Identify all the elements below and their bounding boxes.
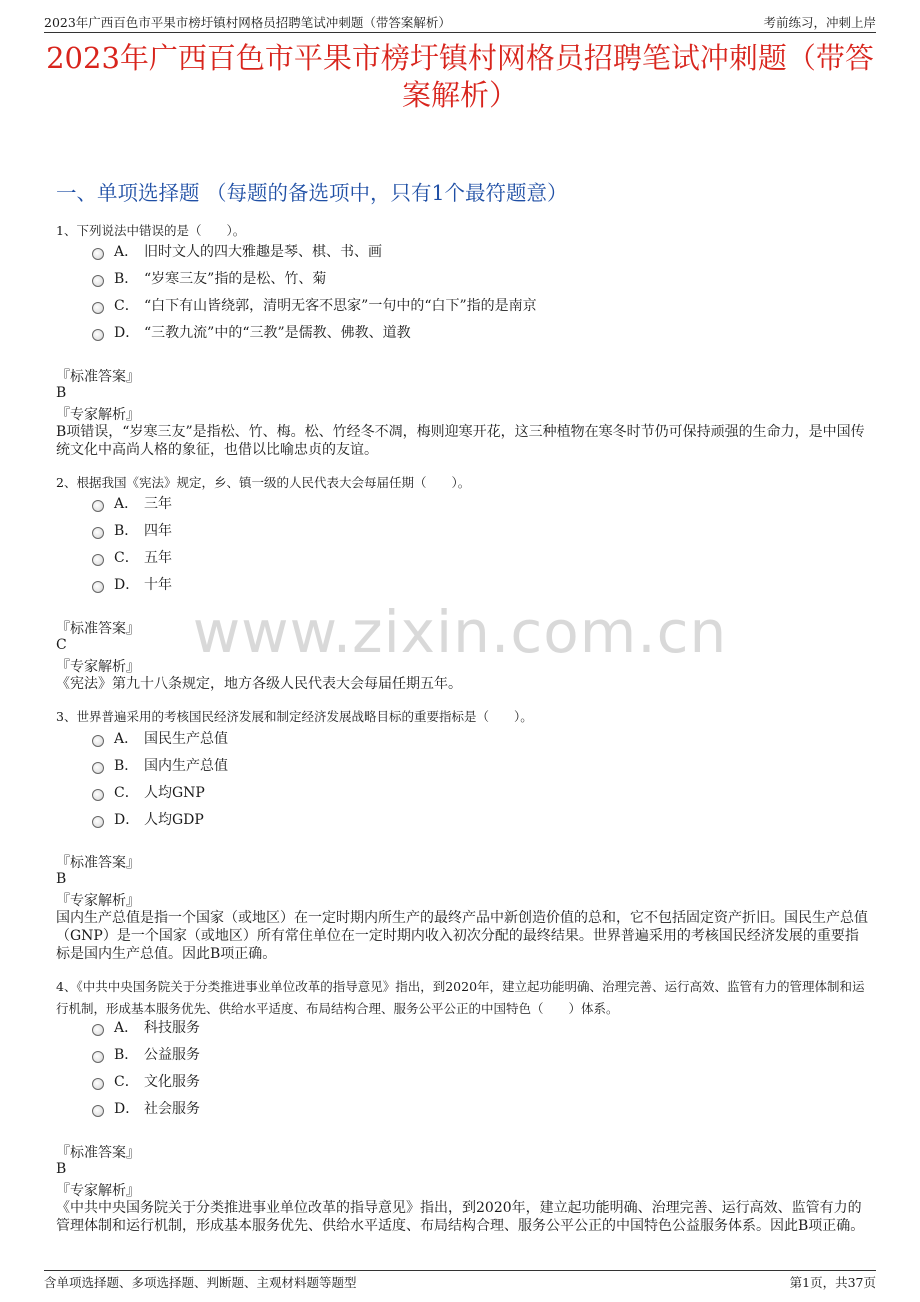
radio-icon[interactable] (92, 527, 104, 539)
header-slogan: 考前练习，冲刺上岸 (763, 15, 876, 30)
page-number: 第1页，共37页 (789, 1275, 876, 1290)
question-stem: 1、下列说法中错误的是（ ）。 (56, 223, 246, 238)
page-footer (44, 1270, 876, 1290)
radio-icon[interactable] (92, 735, 104, 747)
option-b[interactable]: B． 国内生产总值 (92, 756, 228, 776)
answer-value: B (56, 871, 67, 887)
answer-label: 『标准答案』 (56, 855, 140, 871)
analysis-text: 国内生产总值是指一个国家（或地区）在一定时期内所生产的最终产品中新创造价值的总和，它不包括固定资产折旧。国民生产总值（GNP）是一个国家（或地区）所有常住单位在一定时期内收入初次分配的最终结果。世界普遍采用的考核国民经济发展的重要指标是国内生产总值。因此B项正确。 (56, 910, 868, 962)
question-stem: 2、根据我国《宪法》规定，乡、镇一级的人民代表大会每届任期（ ）。 (56, 475, 471, 490)
radio-icon[interactable] (92, 762, 104, 774)
analysis-text: B项错误，“岁寒三友”是指松、竹、梅。松、竹经冬不凋，梅则迎寒开花，这三种植物在寒冬时节仍可保持顽强的生命力，是中国传统文化中高尚人格的象征，也借以比喻忠贞的友谊。 (56, 424, 865, 458)
radio-icon[interactable] (92, 581, 104, 593)
radio-icon[interactable] (92, 789, 104, 801)
radio-icon[interactable] (92, 1051, 104, 1063)
radio-icon[interactable] (92, 1078, 104, 1090)
section-heading: 一、单项选择题 （每题的备选项中，只有1个最符题意） (56, 181, 568, 205)
radio-icon[interactable] (92, 275, 104, 287)
option-d[interactable]: D． “三教九流”中的“三教”是儒教、佛教、道教 (92, 323, 411, 343)
answer-value: C (56, 637, 67, 653)
option-d[interactable]: D． 十年 (92, 575, 172, 595)
document-title: 2023年广西百色市平果市榜圩镇村网格员招聘笔试冲刺题（带答案解析） (46, 41, 874, 112)
option-c[interactable]: C． 五年 (92, 548, 172, 568)
footer-question-types: 含单项选择题、多项选择题、判断题、主观材料题等题型 (44, 1275, 357, 1290)
option-a[interactable]: A． 国民生产总值 (92, 729, 228, 749)
option-c[interactable]: C． 人均GNP (92, 783, 205, 803)
radio-icon[interactable] (92, 1105, 104, 1117)
option-d[interactable]: D． 人均GDP (92, 810, 204, 830)
radio-icon[interactable] (92, 554, 104, 566)
radio-icon[interactable] (92, 248, 104, 260)
question-stem: 3、世界普遍采用的考核国民经济发展和制定经济发展战略目标的重要指标是（ ）。 (56, 709, 533, 724)
answer-value: B (56, 1161, 67, 1177)
option-a[interactable]: A． 科技服务 (92, 1018, 200, 1038)
option-d[interactable]: D． 社会服务 (92, 1099, 200, 1119)
option-a[interactable]: A． 三年 (92, 494, 172, 514)
answer-label: 『标准答案』 (56, 621, 140, 637)
page-header (44, 10, 876, 33)
watermark: www.zixin.com.cn (192, 598, 728, 666)
radio-icon[interactable] (92, 329, 104, 341)
header-doc-title: 2023年广西百色市平果市榜圩镇村网格员招聘笔试冲刺题（带答案解析） (44, 15, 451, 30)
option-b[interactable]: B． 公益服务 (92, 1045, 200, 1065)
option-c[interactable]: C． “白下有山皆绕郭，清明无客不思家”一句中的“白下”指的是南京 (92, 296, 537, 316)
option-b[interactable]: B． “岁寒三友”指的是松、竹、菊 (92, 269, 326, 289)
answer-label: 『标准答案』 (56, 1145, 140, 1161)
option-b[interactable]: B． 四年 (92, 521, 172, 541)
analysis-label: 『专家解析』 (56, 659, 140, 675)
answer-value: B (56, 385, 67, 401)
radio-icon[interactable] (92, 1024, 104, 1036)
analysis-label: 『专家解析』 (56, 893, 140, 909)
analysis-text: 《中共中央国务院关于分类推进事业单位改革的指导意见》指出，到2020年，建立起功能明确、治理完善、运行高效、监管有力的管理体制和运行机制，形成基本服务优先、供给水平适度、布局结构合理、服务公平公正的中国特色公益服务体系。因此B项正确。 (56, 1200, 865, 1234)
option-a[interactable]: A． 旧时文人的四大雅趣是琴、棋、书、画 (92, 242, 382, 262)
question-stem: 4、《中共中央国务院关于分类推进事业单位改革的指导意见》指出，到2020年，建立起功能明确、治理完善、运行高效、监管有力的管理体制和运行机制，形成基本服务优先、供给水平适度、布局结构合理、服务公平公正的中国特色（ ）体系。 (56, 979, 865, 1016)
analysis-text: 《宪法》第九十八条规定，地方各级人民代表大会每届任期五年。 (56, 676, 462, 692)
option-c[interactable]: C． 文化服务 (92, 1072, 200, 1092)
radio-icon[interactable] (92, 500, 104, 512)
analysis-label: 『专家解析』 (56, 407, 140, 423)
radio-icon[interactable] (92, 302, 104, 314)
radio-icon[interactable] (92, 816, 104, 828)
analysis-label: 『专家解析』 (56, 1183, 140, 1199)
answer-label: 『标准答案』 (56, 369, 140, 385)
